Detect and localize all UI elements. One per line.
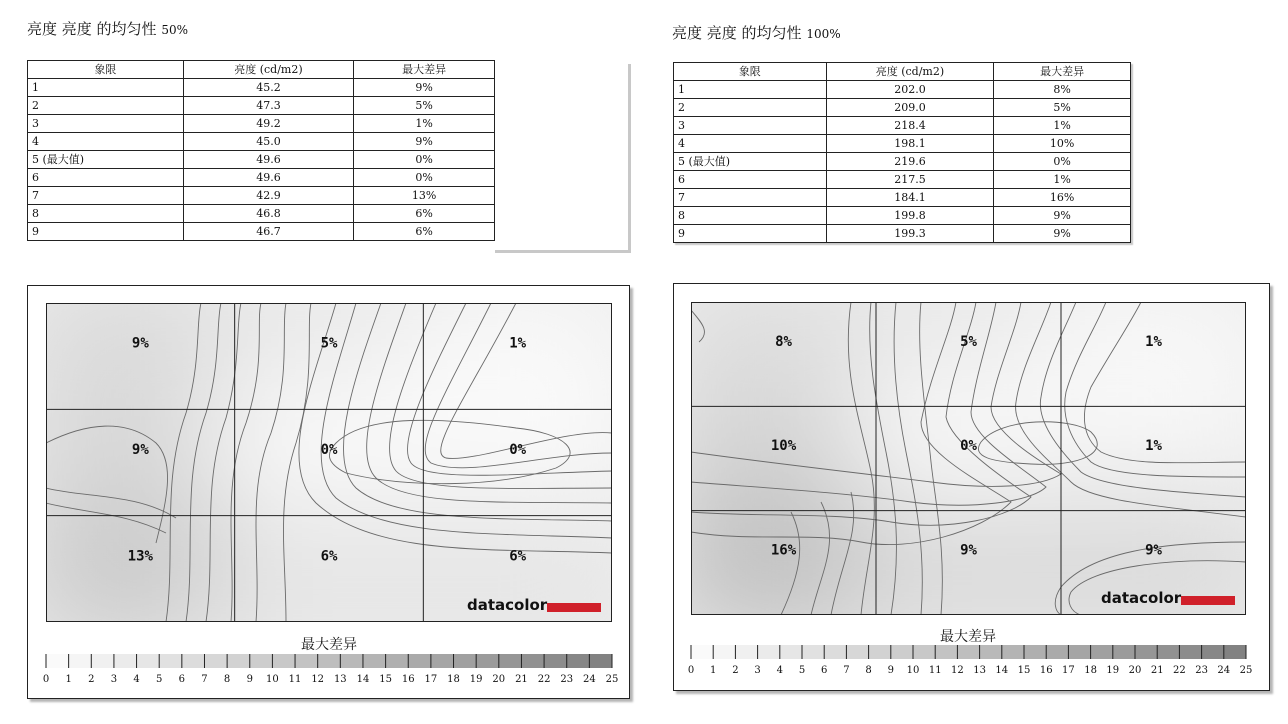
scale-swatch — [295, 654, 318, 668]
datacolor-logo-bar — [547, 603, 601, 612]
scale-tick-label: 19 — [1106, 665, 1120, 676]
scale-tick-label: 25 — [1239, 665, 1253, 676]
cell-max-diff: 16% — [994, 189, 1131, 207]
left-title-text: 亮度 亮度 的均匀性 — [27, 20, 157, 38]
scale-tick-label: 13 — [973, 665, 986, 676]
cell-luminance: 49.6 — [183, 169, 354, 187]
scale-swatch — [1224, 645, 1246, 659]
cell-quadrant: 3 — [28, 115, 184, 133]
scale-tick-label: 16 — [1039, 665, 1053, 676]
scale-tick-label: 22 — [537, 674, 551, 685]
scale-tick-label: 18 — [1084, 665, 1097, 676]
scale-tick-label: 6 — [178, 674, 186, 685]
scale-swatch — [476, 654, 499, 668]
cell-max-diff: 0% — [354, 151, 495, 169]
quadrant-label: 13% — [127, 548, 153, 565]
scale-swatch — [408, 654, 431, 668]
table-row — [28, 169, 495, 187]
table-row — [28, 223, 495, 241]
scale-swatch — [544, 654, 567, 668]
cell-luminance: 209.0 — [826, 99, 994, 117]
table-row — [674, 189, 1131, 207]
col-luminance: 亮度 (cd/m2) — [183, 61, 354, 79]
table-row — [674, 99, 1131, 117]
right-title-pct: 100% — [806, 27, 841, 41]
scale-tick-label: 14 — [356, 674, 370, 685]
cell-luminance: 45.0 — [183, 133, 354, 151]
cell-luminance: 202.0 — [826, 81, 994, 99]
quadrant-label: 9% — [1145, 542, 1162, 559]
scale-tick-label: 24 — [1217, 665, 1231, 676]
scale-swatch — [340, 654, 363, 668]
quadrant-label: 1% — [1145, 333, 1162, 350]
scale-tick-label: 16 — [401, 674, 415, 685]
scale-swatch — [1024, 645, 1046, 659]
cell-max-diff: 9% — [354, 133, 495, 151]
scale-swatch — [46, 654, 69, 668]
right-scale-legend — [687, 645, 1253, 677]
scale-swatch — [1046, 645, 1068, 659]
scale-swatch — [499, 654, 522, 668]
cell-quadrant: 2 — [674, 99, 827, 117]
scale-tick-label: 11 — [928, 665, 942, 676]
scale-tick-label: 17 — [424, 674, 438, 685]
table-header-row — [28, 61, 495, 79]
quadrant-label: 0% — [320, 441, 338, 458]
scale-swatch — [691, 645, 713, 659]
cell-quadrant: 4 — [28, 133, 184, 151]
scale-tick-label: 22 — [1173, 665, 1186, 676]
scale-swatch — [272, 654, 295, 668]
cell-max-diff: 6% — [354, 223, 495, 241]
scale-swatch — [1002, 645, 1024, 659]
table-row — [674, 153, 1131, 171]
cell-luminance: 184.1 — [826, 189, 994, 207]
left-table — [27, 60, 495, 241]
scale-tick-label: 25 — [605, 674, 619, 685]
scale-swatch — [1135, 645, 1157, 659]
scale-swatch — [431, 654, 454, 668]
quadrant-label: 5% — [960, 333, 977, 350]
scale-tick-label: 12 — [311, 674, 325, 685]
scale-swatch — [846, 645, 868, 659]
scale-tick-label: 4 — [776, 665, 783, 676]
table-row — [674, 171, 1131, 189]
scale-tick-label: 7 — [843, 665, 850, 676]
cell-quadrant: 4 — [674, 135, 827, 153]
table-row — [674, 117, 1131, 135]
scale-tick-label: 21 — [1150, 665, 1164, 676]
quadrant-label: 6% — [320, 548, 338, 565]
cell-quadrant: 3 — [674, 117, 827, 135]
scale-tick-label: 2 — [88, 674, 95, 685]
table-row — [28, 187, 495, 205]
cell-max-diff: 9% — [994, 207, 1131, 225]
scale-swatch — [935, 645, 957, 659]
scale-swatch — [521, 654, 544, 668]
cell-quadrant: 7 — [28, 187, 184, 205]
cell-max-diff: 9% — [994, 225, 1131, 243]
cell-luminance: 49.2 — [183, 115, 354, 133]
cell-quadrant: 9 — [28, 223, 184, 241]
scale-swatch — [589, 654, 612, 668]
quadrant-label: 0% — [960, 438, 977, 455]
scale-swatch — [824, 645, 846, 659]
left-scale-legend — [42, 654, 619, 686]
table-row — [674, 207, 1131, 225]
cell-quadrant: 8 — [674, 207, 827, 225]
scale-tick-label: 0 — [42, 674, 50, 685]
left-title — [27, 18, 188, 39]
scale-swatch — [1179, 645, 1201, 659]
col-quadrant: 象限 — [28, 61, 184, 79]
col-luminance: 亮度 (cd/m2) — [826, 63, 994, 81]
scale-tick-label: 12 — [951, 665, 964, 676]
scale-tick-label: 3 — [110, 674, 118, 685]
scale-tick-label: 1 — [65, 674, 72, 685]
scale-tick-label: 2 — [732, 665, 739, 676]
scale-tick-label: 13 — [333, 674, 347, 685]
scale-swatch — [250, 654, 273, 668]
cell-luminance: 46.7 — [183, 223, 354, 241]
scale-tick-label: 20 — [492, 674, 506, 685]
cell-quadrant: 6 — [674, 171, 827, 189]
cell-quadrant: 8 — [28, 205, 184, 223]
scale-swatch — [980, 645, 1002, 659]
scale-tick-label: 8 — [223, 674, 231, 685]
cell-luminance: 199.8 — [826, 207, 994, 225]
scale-tick-label: 0 — [687, 665, 695, 676]
quadrant-label: 10% — [770, 438, 797, 455]
scale-tick-label: 6 — [821, 665, 828, 676]
scale-swatch — [735, 645, 757, 659]
cell-luminance: 199.3 — [826, 225, 994, 243]
scale-swatch — [802, 645, 824, 659]
scale-swatch — [318, 654, 341, 668]
scale-tick-label: 21 — [515, 674, 528, 685]
scale-tick-label: 20 — [1128, 665, 1142, 676]
scale-swatch — [363, 654, 386, 668]
table-header-row — [674, 63, 1131, 81]
col-max-diff: 最大差异 — [354, 61, 495, 79]
scale-tick-label: 9 — [887, 665, 894, 676]
scale-swatch — [204, 654, 227, 668]
scale-tick-label: 14 — [995, 665, 1009, 676]
cell-quadrant: 5 (最大值) — [28, 151, 184, 169]
scale-tick-label: 24 — [582, 674, 596, 685]
cell-max-diff: 0% — [994, 153, 1131, 171]
scale-tick-label: 5 — [156, 674, 163, 685]
right-scale-title: 最大差异 — [940, 629, 996, 645]
cell-quadrant: 5 (最大值) — [674, 153, 827, 171]
scale-swatch — [1202, 645, 1224, 659]
cell-max-diff: 1% — [994, 117, 1131, 135]
left-table-shadow-bottom — [495, 250, 631, 253]
scale-swatch — [1113, 645, 1135, 659]
cell-luminance: 218.4 — [826, 117, 994, 135]
datacolor-logo-text: datacolor — [1101, 589, 1182, 607]
scale-swatch — [159, 654, 182, 668]
scale-swatch — [69, 654, 92, 668]
scale-swatch — [386, 654, 409, 668]
cell-luminance: 219.6 — [826, 153, 994, 171]
cell-max-diff: 6% — [354, 205, 495, 223]
table-row — [28, 115, 495, 133]
scale-tick-label: 9 — [246, 674, 253, 685]
table-row — [674, 225, 1131, 243]
scale-swatch — [182, 654, 205, 668]
cell-luminance: 198.1 — [826, 135, 994, 153]
cell-max-diff: 0% — [354, 169, 495, 187]
table-row — [674, 135, 1131, 153]
scale-tick-label: 10 — [266, 674, 279, 685]
right-uniformity-map — [691, 302, 1246, 615]
cell-max-diff: 1% — [354, 115, 495, 133]
table-row — [28, 205, 495, 223]
scale-tick-label: 7 — [201, 674, 208, 685]
scale-tick-label: 1 — [710, 665, 717, 676]
quadrant-label: 9% — [131, 335, 149, 352]
datacolor-logo-text: datacolor — [467, 596, 548, 614]
scale-swatch — [869, 645, 891, 659]
scale-tick-label: 23 — [1195, 665, 1208, 676]
quadrant-label: 9% — [131, 441, 149, 458]
scale-swatch — [713, 645, 735, 659]
cell-quadrant: 1 — [28, 79, 184, 97]
right-title — [672, 22, 841, 43]
scale-tick-label: 15 — [1017, 665, 1031, 676]
cell-luminance: 47.3 — [183, 97, 354, 115]
scale-swatch — [454, 654, 477, 668]
cell-quadrant: 1 — [674, 81, 827, 99]
scale-swatch — [1068, 645, 1090, 659]
cell-max-diff: 5% — [994, 99, 1131, 117]
col-quadrant: 象限 — [674, 63, 827, 81]
scale-tick-label: 17 — [1062, 665, 1075, 676]
cell-luminance: 49.6 — [183, 151, 354, 169]
scale-swatch — [1157, 645, 1179, 659]
right-table — [673, 62, 1131, 243]
cell-max-diff: 9% — [354, 79, 495, 97]
table-row — [674, 81, 1131, 99]
table-row — [28, 151, 495, 169]
left-scale-title: 最大差异 — [301, 637, 357, 653]
left-uniformity-map — [46, 303, 612, 622]
scale-swatch — [913, 645, 935, 659]
scale-tick-label: 19 — [469, 674, 483, 685]
col-max-diff: 最大差异 — [994, 63, 1131, 81]
quadrant-label: 8% — [775, 333, 792, 350]
cell-luminance: 42.9 — [183, 187, 354, 205]
scale-tick-label: 4 — [133, 674, 140, 685]
quadrant-label: 1% — [1145, 438, 1162, 455]
scale-swatch — [567, 654, 590, 668]
scale-swatch — [758, 645, 780, 659]
cell-luminance: 45.2 — [183, 79, 354, 97]
scale-swatch — [137, 654, 160, 668]
scale-tick-label: 5 — [798, 665, 806, 676]
scale-tick-label: 23 — [560, 674, 574, 685]
scale-swatch — [957, 645, 979, 659]
quadrant-label: 1% — [509, 335, 527, 352]
scale-tick-label: 3 — [754, 665, 761, 676]
quadrant-label: 16% — [770, 542, 797, 559]
scale-tick-label: 15 — [379, 674, 392, 685]
cell-quadrant: 6 — [28, 169, 184, 187]
scale-swatch — [114, 654, 137, 668]
quadrant-label: 9% — [960, 542, 977, 559]
cell-max-diff: 8% — [994, 81, 1131, 99]
right-title-text: 亮度 亮度 的均匀性 — [672, 24, 802, 42]
cell-max-diff: 1% — [994, 171, 1131, 189]
left-table-shadow — [628, 64, 631, 252]
datacolor-logo-bar — [1181, 596, 1235, 605]
cell-quadrant: 7 — [674, 189, 827, 207]
scale-tick-label: 18 — [447, 674, 460, 685]
cell-quadrant: 9 — [674, 225, 827, 243]
quadrant-label: 5% — [320, 335, 338, 352]
scale-tick-label: 10 — [906, 665, 920, 676]
scale-tick-label: 8 — [865, 665, 872, 676]
cell-quadrant: 2 — [28, 97, 184, 115]
table-row — [28, 79, 495, 97]
cell-luminance: 217.5 — [826, 171, 994, 189]
quadrant-label: 0% — [509, 441, 527, 458]
cell-max-diff: 10% — [994, 135, 1131, 153]
table-row — [28, 133, 495, 151]
cell-max-diff: 5% — [354, 97, 495, 115]
scale-swatch — [891, 645, 913, 659]
cell-luminance: 46.8 — [183, 205, 354, 223]
scale-swatch — [91, 654, 114, 668]
quadrant-label: 6% — [509, 548, 527, 565]
table-row — [28, 97, 495, 115]
scale-swatch — [780, 645, 802, 659]
left-title-pct: 50% — [161, 23, 188, 37]
scale-swatch — [227, 654, 250, 668]
cell-max-diff: 13% — [354, 187, 495, 205]
scale-tick-label: 11 — [288, 674, 302, 685]
scale-swatch — [1091, 645, 1113, 659]
